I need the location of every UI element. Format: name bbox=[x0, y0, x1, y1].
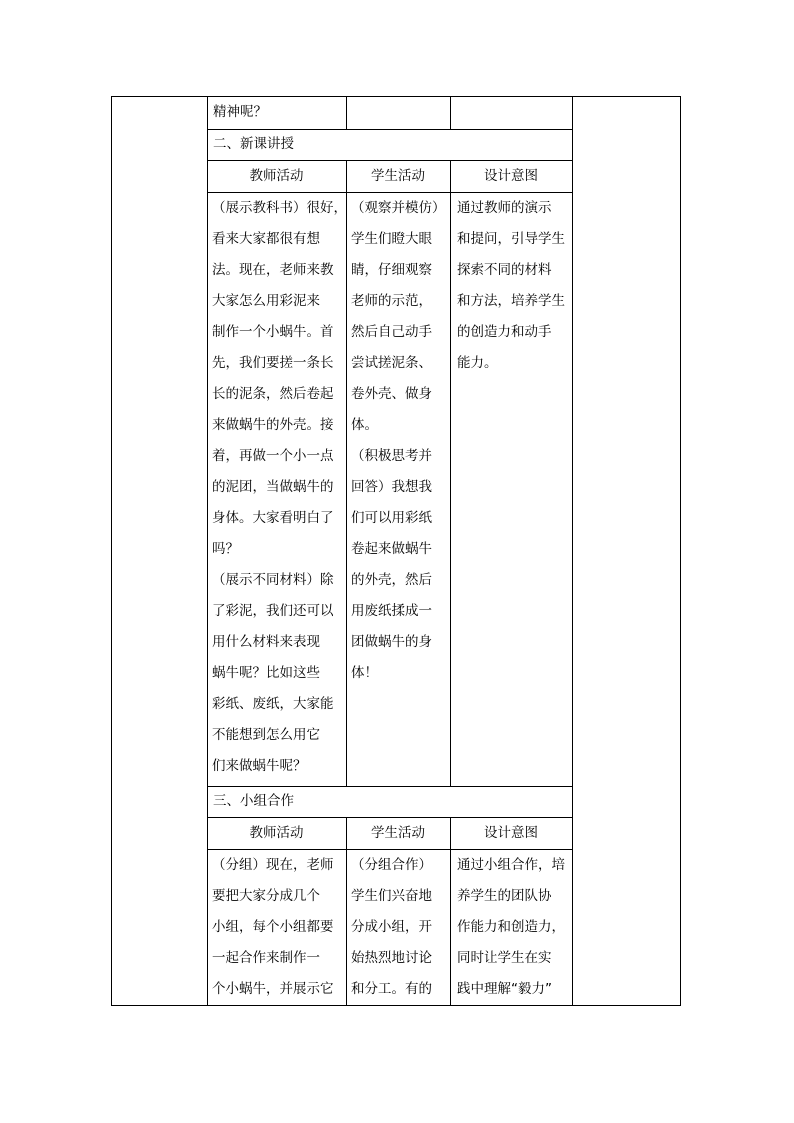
text-line: （分组）现在，老师 bbox=[212, 857, 334, 873]
grid-line bbox=[450, 160, 451, 786]
text-line: 身体。大家看明白了 bbox=[212, 510, 334, 526]
text-line: （展示不同材料）除 bbox=[212, 572, 334, 588]
header-design-intent: 设计意图 bbox=[484, 825, 538, 841]
text-line: 个小蜗牛，并展示它 bbox=[212, 981, 334, 997]
text-line: 法。现在，老师来教 bbox=[212, 262, 334, 278]
text-line: 和方法，培养学生 bbox=[457, 293, 565, 309]
header-design-intent: 设计意图 bbox=[484, 168, 538, 184]
text-line: 的创造力和动手 bbox=[457, 324, 552, 340]
section3-title: 三、小组合作 bbox=[213, 793, 294, 809]
text-line: 尝试搓泥条、 bbox=[351, 355, 432, 371]
header-student-activity: 学生活动 bbox=[371, 168, 425, 184]
grid-line bbox=[450, 96, 451, 129]
text-line: 彩纸、废纸，大家能 bbox=[212, 696, 334, 712]
text-line: 始热烈地讨论 bbox=[351, 950, 432, 966]
text-line: 探索不同的材料 bbox=[457, 262, 552, 278]
design-intent-cell bbox=[457, 193, 570, 379]
section2-title: 二、新课讲授 bbox=[213, 136, 294, 152]
row0-text: 精神呢？ bbox=[213, 104, 267, 120]
text-line: 体！ bbox=[351, 665, 378, 681]
grid-line bbox=[346, 96, 347, 129]
text-line: 和分工。有的 bbox=[351, 981, 432, 997]
text-line: 养学生的团队协 bbox=[457, 888, 552, 904]
text-line: 看来大家都很有想 bbox=[212, 231, 320, 247]
design-intent-cell bbox=[457, 850, 570, 1005]
text-line: 要把大家分成几个 bbox=[212, 888, 320, 904]
text-line: 分成小组，开 bbox=[351, 919, 432, 935]
text-line: 学生们瞪大眼 bbox=[351, 231, 432, 247]
text-line: （展示教科书）很好， bbox=[212, 200, 347, 216]
text-line: 着，再做一个小一点 bbox=[212, 448, 334, 464]
text-line: 作能力和创造力， bbox=[457, 919, 565, 935]
grid-line bbox=[572, 96, 573, 1006]
text-line: 不能想到怎么用它 bbox=[212, 727, 320, 743]
text-line: 用什么材料来表现 bbox=[212, 634, 320, 650]
text-line: 用废纸揉成一 bbox=[351, 603, 432, 619]
text-line: 先，我们要搓一条长 bbox=[212, 355, 334, 371]
header-teacher-activity: 教师活动 bbox=[249, 168, 304, 184]
text-line: 能力。 bbox=[457, 355, 498, 371]
text-line: 小组，每个小组都要 bbox=[212, 919, 334, 935]
text-line: 通过教师的演示 bbox=[457, 200, 552, 216]
text-line: 们可以用彩纸 bbox=[351, 510, 432, 526]
text-line: （积极思考并 bbox=[351, 448, 432, 464]
text-line: 体。 bbox=[351, 417, 378, 433]
text-line: 们来做蜗牛呢？ bbox=[212, 758, 307, 774]
text-line: 践中理解“毅力” bbox=[457, 981, 552, 997]
teacher-activity-cell bbox=[212, 193, 347, 782]
text-line: 的泥团，当做蜗牛的 bbox=[212, 479, 334, 495]
header-student-activity: 学生活动 bbox=[371, 825, 425, 841]
text-line: 和提问，引导学生 bbox=[457, 231, 565, 247]
text-line: 一起合作来制作一 bbox=[212, 950, 320, 966]
text-line: 然后自己动手 bbox=[351, 324, 432, 340]
text-line: 来做蜗牛的外壳。接 bbox=[212, 417, 334, 433]
text-line: 卷起来做蜗牛 bbox=[351, 541, 432, 557]
text-line: 团做蜗牛的身 bbox=[351, 634, 432, 650]
header-teacher-activity: 教师活动 bbox=[249, 825, 304, 841]
text-line: 吗？ bbox=[212, 541, 239, 557]
text-line: 卷外壳、做身 bbox=[351, 386, 432, 402]
teacher-activity-cell bbox=[212, 850, 344, 1005]
text-line: （观察并模仿） bbox=[351, 200, 446, 216]
text-line: （分组合作） bbox=[351, 857, 432, 873]
grid-line bbox=[346, 160, 347, 786]
text-line: 了彩泥，我们还可以 bbox=[212, 603, 334, 619]
text-line: 通过小组合作，培 bbox=[457, 857, 565, 873]
text-line: 的外壳，然后 bbox=[351, 572, 432, 588]
text-line: 同时让学生在实 bbox=[457, 950, 552, 966]
grid-line bbox=[207, 96, 208, 1006]
text-line: 大家怎么用彩泥来 bbox=[212, 293, 320, 309]
student-activity-cell bbox=[351, 193, 448, 689]
text-line: 老师的示范， bbox=[351, 293, 432, 309]
text-line: 长的泥条，然后卷起 bbox=[212, 386, 334, 402]
text-line: 回答）我想我 bbox=[351, 479, 432, 495]
text-line: 制作一个小蜗牛。首 bbox=[212, 324, 334, 340]
text-line: 学生们兴奋地 bbox=[351, 888, 432, 904]
text-line: 蜗牛呢？比如这些 bbox=[212, 665, 320, 681]
student-activity-cell bbox=[351, 850, 448, 1005]
text-line: 睛，仔细观察 bbox=[351, 262, 432, 278]
